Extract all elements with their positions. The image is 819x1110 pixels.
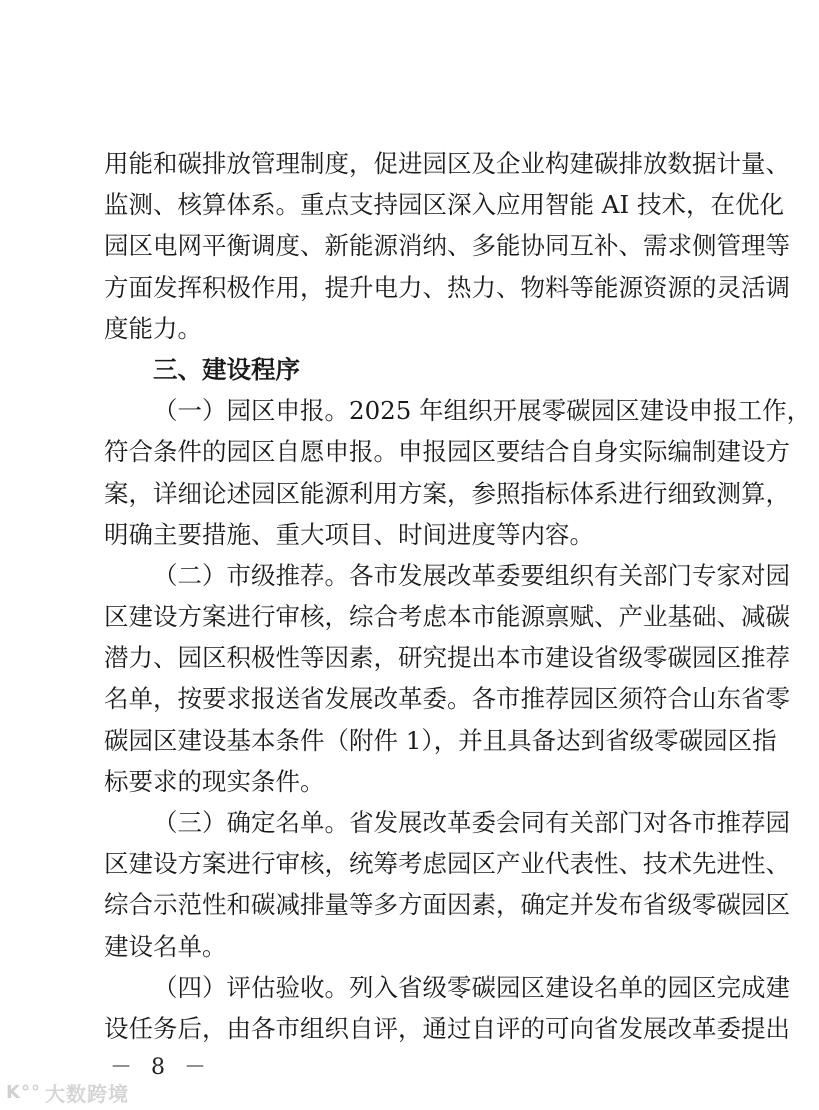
watermark-logo-icon: K°° [6, 1082, 41, 1103]
paragraph-line: 碳园区建设基本条件（附件 1），并且具备达到省级零碳园区指 [104, 725, 777, 755]
section-heading: 三、建设程序 [153, 354, 300, 384]
paragraph-line: （二）市级推荐。各市发展改革委要组织有关部门专家对园 [153, 560, 790, 590]
paragraph-line: 度能力。 [104, 313, 202, 343]
paragraph-line: 潜力、园区积极性等因素，研究提出本市建设省级零碳园区推荐 [104, 643, 790, 673]
paragraph-line: 园区电网平衡调度、新能源消纳、多能协同互补、需求侧管理等 [104, 231, 790, 261]
paragraph-line: 区建设方案进行审核，综合考虑本市能源禀赋、产业基础、减碳 [104, 602, 790, 632]
paragraph-line: 设任务后，由各市组织自评，通过自评的可向省发展改革委提出 [104, 1013, 790, 1043]
paragraph-line: 符合条件的园区自愿申报。申报园区要结合自身实际编制建设方 [104, 437, 790, 467]
paragraph-line: 明确主要措施、重大项目、时间进度等内容。 [104, 519, 594, 549]
page-number: － 8 － [110, 1055, 212, 1080]
watermark [6, 1078, 129, 1107]
paragraph-line: （一）园区申报。2025 年组织开展零碳园区建设申报工作， [153, 396, 812, 426]
paragraph-line: 综合示范性和碳减排量等多方面因素，确定并发布省级零碳园区 [104, 890, 790, 920]
paragraph-line: （三）确定名单。省发展改革委会同有关部门对各市推荐园 [153, 808, 790, 837]
paragraph-line: 建设名单。 [104, 931, 227, 961]
paragraph-line: 名单，按要求报送省发展改革委。各市推荐园区须符合山东省零 [104, 684, 790, 714]
paragraph-line: 方面发挥积极作用，提升电力、热力、物料等能源资源的灵活调 [104, 272, 790, 302]
paragraph-line: 案，详细论述园区能源利用方案，参照指标体系进行细致测算， [104, 478, 790, 508]
paragraph-line: 区建设方案进行审核，统筹考虑园区产业代表性、技术先进性、 [104, 849, 790, 879]
watermark-text: 大数跨境 [44, 1082, 129, 1106]
paragraph-line: 用能和碳排放管理制度，促进园区及企业构建碳排放数据计量、 [104, 149, 790, 178]
paragraph-line: 监测、核算体系。重点支持园区深入应用智能 AI 技术，在优化 [104, 190, 784, 220]
paragraph-line: （四）评估验收。列入省级零碳园区建设名单的园区完成建 [153, 972, 790, 1002]
paragraph-line: 标要求的现实条件。 [104, 766, 325, 796]
document-body [104, 143, 812, 1049]
